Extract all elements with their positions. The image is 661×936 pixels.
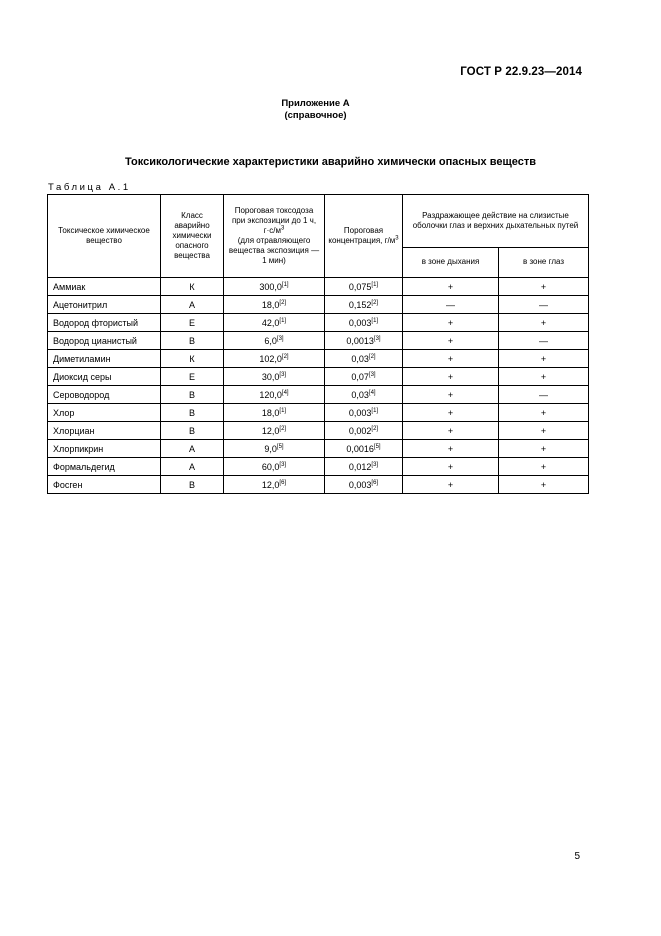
- eye-zone-effect: +: [499, 422, 589, 440]
- dose-ref: [2]: [281, 353, 289, 360]
- header-toxodose-note: (для отравляющего вещества экспозиция — 1 мин): [228, 236, 320, 265]
- dose-ref: [1]: [279, 407, 287, 414]
- conc-ref: [2]: [371, 425, 379, 432]
- conc-value: 0,002: [348, 425, 372, 436]
- eye-zone-effect: +: [499, 404, 589, 422]
- threshold-dose: [224, 314, 325, 332]
- substance-class: А: [161, 458, 224, 476]
- dose-ref: [1]: [281, 281, 289, 288]
- breathing-zone-effect: +: [403, 368, 499, 386]
- dose-value: 18,0: [261, 299, 280, 310]
- dose-value: 6,0: [264, 335, 277, 346]
- threshold-concentration: [325, 476, 403, 494]
- breathing-zone-effect: +: [403, 404, 499, 422]
- annex-title: Приложение А: [281, 98, 350, 109]
- threshold-concentration: [325, 278, 403, 296]
- substance-class: В: [161, 386, 224, 404]
- header-toxodose-text: Пороговая токсодоза при экспозиции до 1 ч, г·с/м: [231, 206, 317, 235]
- table-row: [48, 476, 589, 494]
- dose-value: 42,0: [261, 317, 280, 328]
- conc-ref: [6]: [371, 479, 379, 486]
- conc-value: 0,152: [348, 299, 372, 310]
- dose-value: 60,0: [261, 461, 280, 472]
- eye-zone-effect: +: [499, 476, 589, 494]
- eye-zone-effect: +: [499, 458, 589, 476]
- dose-ref: [3]: [276, 335, 284, 342]
- table-row: [48, 422, 589, 440]
- table-row: [48, 458, 589, 476]
- conc-value: 0,075: [348, 281, 372, 292]
- toxicity-table: [47, 194, 589, 494]
- substance-class: В: [161, 422, 224, 440]
- threshold-concentration: [325, 314, 403, 332]
- threshold-dose: [224, 458, 325, 476]
- table-row: [48, 386, 589, 404]
- header-class: Класс аварийно химически опасного вещества: [161, 195, 224, 278]
- substance-class: А: [161, 440, 224, 458]
- page-number: 5: [574, 851, 580, 862]
- dose-value: 9,0: [264, 443, 277, 454]
- breathing-zone-effect: +: [403, 476, 499, 494]
- header-concentration: [325, 195, 403, 278]
- threshold-dose: [224, 350, 325, 368]
- dose-ref: [6]: [279, 479, 287, 486]
- conc-value: 0,0013: [346, 335, 374, 346]
- table-row: [48, 296, 589, 314]
- eye-zone-effect: —: [499, 296, 589, 314]
- breathing-zone-effect: +: [403, 332, 499, 350]
- threshold-concentration: [325, 332, 403, 350]
- substance-name: Диметиламин: [48, 350, 161, 368]
- conc-ref: [2]: [371, 299, 379, 306]
- substance-name: Хлор: [48, 404, 161, 422]
- eye-zone-effect: +: [499, 314, 589, 332]
- threshold-dose: [224, 368, 325, 386]
- breathing-zone-effect: +: [403, 278, 499, 296]
- table-row: [48, 368, 589, 386]
- conc-ref: [5]: [373, 443, 381, 450]
- dose-value: 102,0: [259, 353, 282, 364]
- table-row: [48, 314, 589, 332]
- dose-ref: [3]: [279, 371, 287, 378]
- eye-zone-effect: —: [499, 332, 589, 350]
- threshold-dose: [224, 404, 325, 422]
- substance-name: Водород фтористый: [48, 314, 161, 332]
- substance-class: В: [161, 404, 224, 422]
- header-concentration-text: Пороговая концентрация, г/м: [328, 226, 396, 245]
- dose-ref: [2]: [279, 425, 287, 432]
- substance-name: Фосген: [48, 476, 161, 494]
- conc-value: 0,003: [348, 317, 372, 328]
- conc-ref: [4]: [368, 389, 376, 396]
- conc-value: 0,003: [348, 479, 372, 490]
- substance-class: В: [161, 332, 224, 350]
- conc-ref: [3]: [368, 371, 376, 378]
- table-row: [48, 440, 589, 458]
- dose-ref: [1]: [279, 317, 287, 324]
- conc-ref: [1]: [371, 317, 379, 324]
- header-breathing-zone: в зоне дыхания: [403, 247, 499, 277]
- substance-class: Е: [161, 368, 224, 386]
- table-row: [48, 350, 589, 368]
- breathing-zone-effect: +: [403, 422, 499, 440]
- substance-class: В: [161, 476, 224, 494]
- dose-value: 18,0: [261, 407, 280, 418]
- breathing-zone-effect: +: [403, 440, 499, 458]
- substance-name: Формальдегид: [48, 458, 161, 476]
- substance-name: Аммиак: [48, 278, 161, 296]
- table-row: [48, 278, 589, 296]
- table-row: [48, 404, 589, 422]
- breathing-zone-effect: +: [403, 386, 499, 404]
- conc-value: 0,03: [351, 353, 369, 364]
- conc-value: 0,003: [348, 407, 372, 418]
- standard-code: ГОСТ Р 22.9.23—2014: [460, 66, 582, 78]
- breathing-zone-effect: —: [403, 296, 499, 314]
- substance-name: Ацетонитрил: [48, 296, 161, 314]
- conc-value: 0,03: [351, 389, 369, 400]
- dose-value: 12,0: [261, 479, 280, 490]
- dose-value: 300,0: [259, 281, 282, 292]
- eye-zone-effect: +: [499, 368, 589, 386]
- substance-class: А: [161, 296, 224, 314]
- conc-value: 0,07: [351, 371, 369, 382]
- header-eye-zone: в зоне глаз: [499, 247, 589, 277]
- threshold-concentration: [325, 296, 403, 314]
- threshold-dose: [224, 422, 325, 440]
- substance-name: Диоксид серы: [48, 368, 161, 386]
- substance-class: К: [161, 278, 224, 296]
- threshold-dose: [224, 332, 325, 350]
- table-row: [48, 332, 589, 350]
- eye-zone-effect: +: [499, 440, 589, 458]
- threshold-dose: [224, 476, 325, 494]
- threshold-concentration: [325, 350, 403, 368]
- dose-ref: [4]: [281, 389, 289, 396]
- header-substance: Токсическое химическое вещество: [48, 195, 161, 278]
- threshold-dose: [224, 440, 325, 458]
- annex-subtitle: (справочное): [284, 110, 347, 121]
- table-body: [48, 278, 589, 494]
- substance-name: Хлорпикрин: [48, 440, 161, 458]
- threshold-concentration: [325, 458, 403, 476]
- conc-value: 0,0016: [346, 443, 374, 454]
- breathing-zone-effect: +: [403, 458, 499, 476]
- breathing-zone-effect: +: [403, 350, 499, 368]
- eye-zone-effect: —: [499, 386, 589, 404]
- substance-name: Сероводород: [48, 386, 161, 404]
- dose-value: 120,0: [259, 389, 282, 400]
- eye-zone-effect: +: [499, 278, 589, 296]
- annex-heading: [0, 98, 631, 122]
- dose-value: 12,0: [261, 425, 280, 436]
- threshold-dose: [224, 296, 325, 314]
- substance-class: К: [161, 350, 224, 368]
- header-toxodose: [224, 195, 325, 278]
- conc-value: 0,012: [348, 461, 372, 472]
- dose-ref: [3]: [279, 461, 287, 468]
- threshold-dose: [224, 386, 325, 404]
- threshold-concentration: [325, 386, 403, 404]
- conc-ref: [2]: [368, 353, 376, 360]
- breathing-zone-effect: +: [403, 314, 499, 332]
- conc-ref: [3]: [373, 335, 381, 342]
- dose-ref: [2]: [279, 299, 287, 306]
- conc-ref: [1]: [371, 281, 379, 288]
- substance-class: Е: [161, 314, 224, 332]
- threshold-concentration: [325, 440, 403, 458]
- threshold-concentration: [325, 368, 403, 386]
- table-label: Таблица А.1: [48, 182, 131, 193]
- conc-ref: [3]: [371, 461, 379, 468]
- dose-value: 30,0: [261, 371, 280, 382]
- substance-name: Водород цианистый: [48, 332, 161, 350]
- dose-ref: [5]: [276, 443, 284, 450]
- threshold-dose: [224, 278, 325, 296]
- header-toxodose-sup: 3: [280, 225, 285, 232]
- threshold-concentration: [325, 422, 403, 440]
- header-irritation: Раздражающее действие на слизистые оболочки глаз и верхних дыхательных путей: [403, 195, 589, 248]
- document-title: Токсикологические характеристики аварийно химически опасных веществ: [125, 156, 536, 168]
- threshold-concentration: [325, 404, 403, 422]
- header-concentration-sup: 3: [395, 235, 399, 242]
- eye-zone-effect: +: [499, 350, 589, 368]
- substance-name: Хлорциан: [48, 422, 161, 440]
- conc-ref: [1]: [371, 407, 379, 414]
